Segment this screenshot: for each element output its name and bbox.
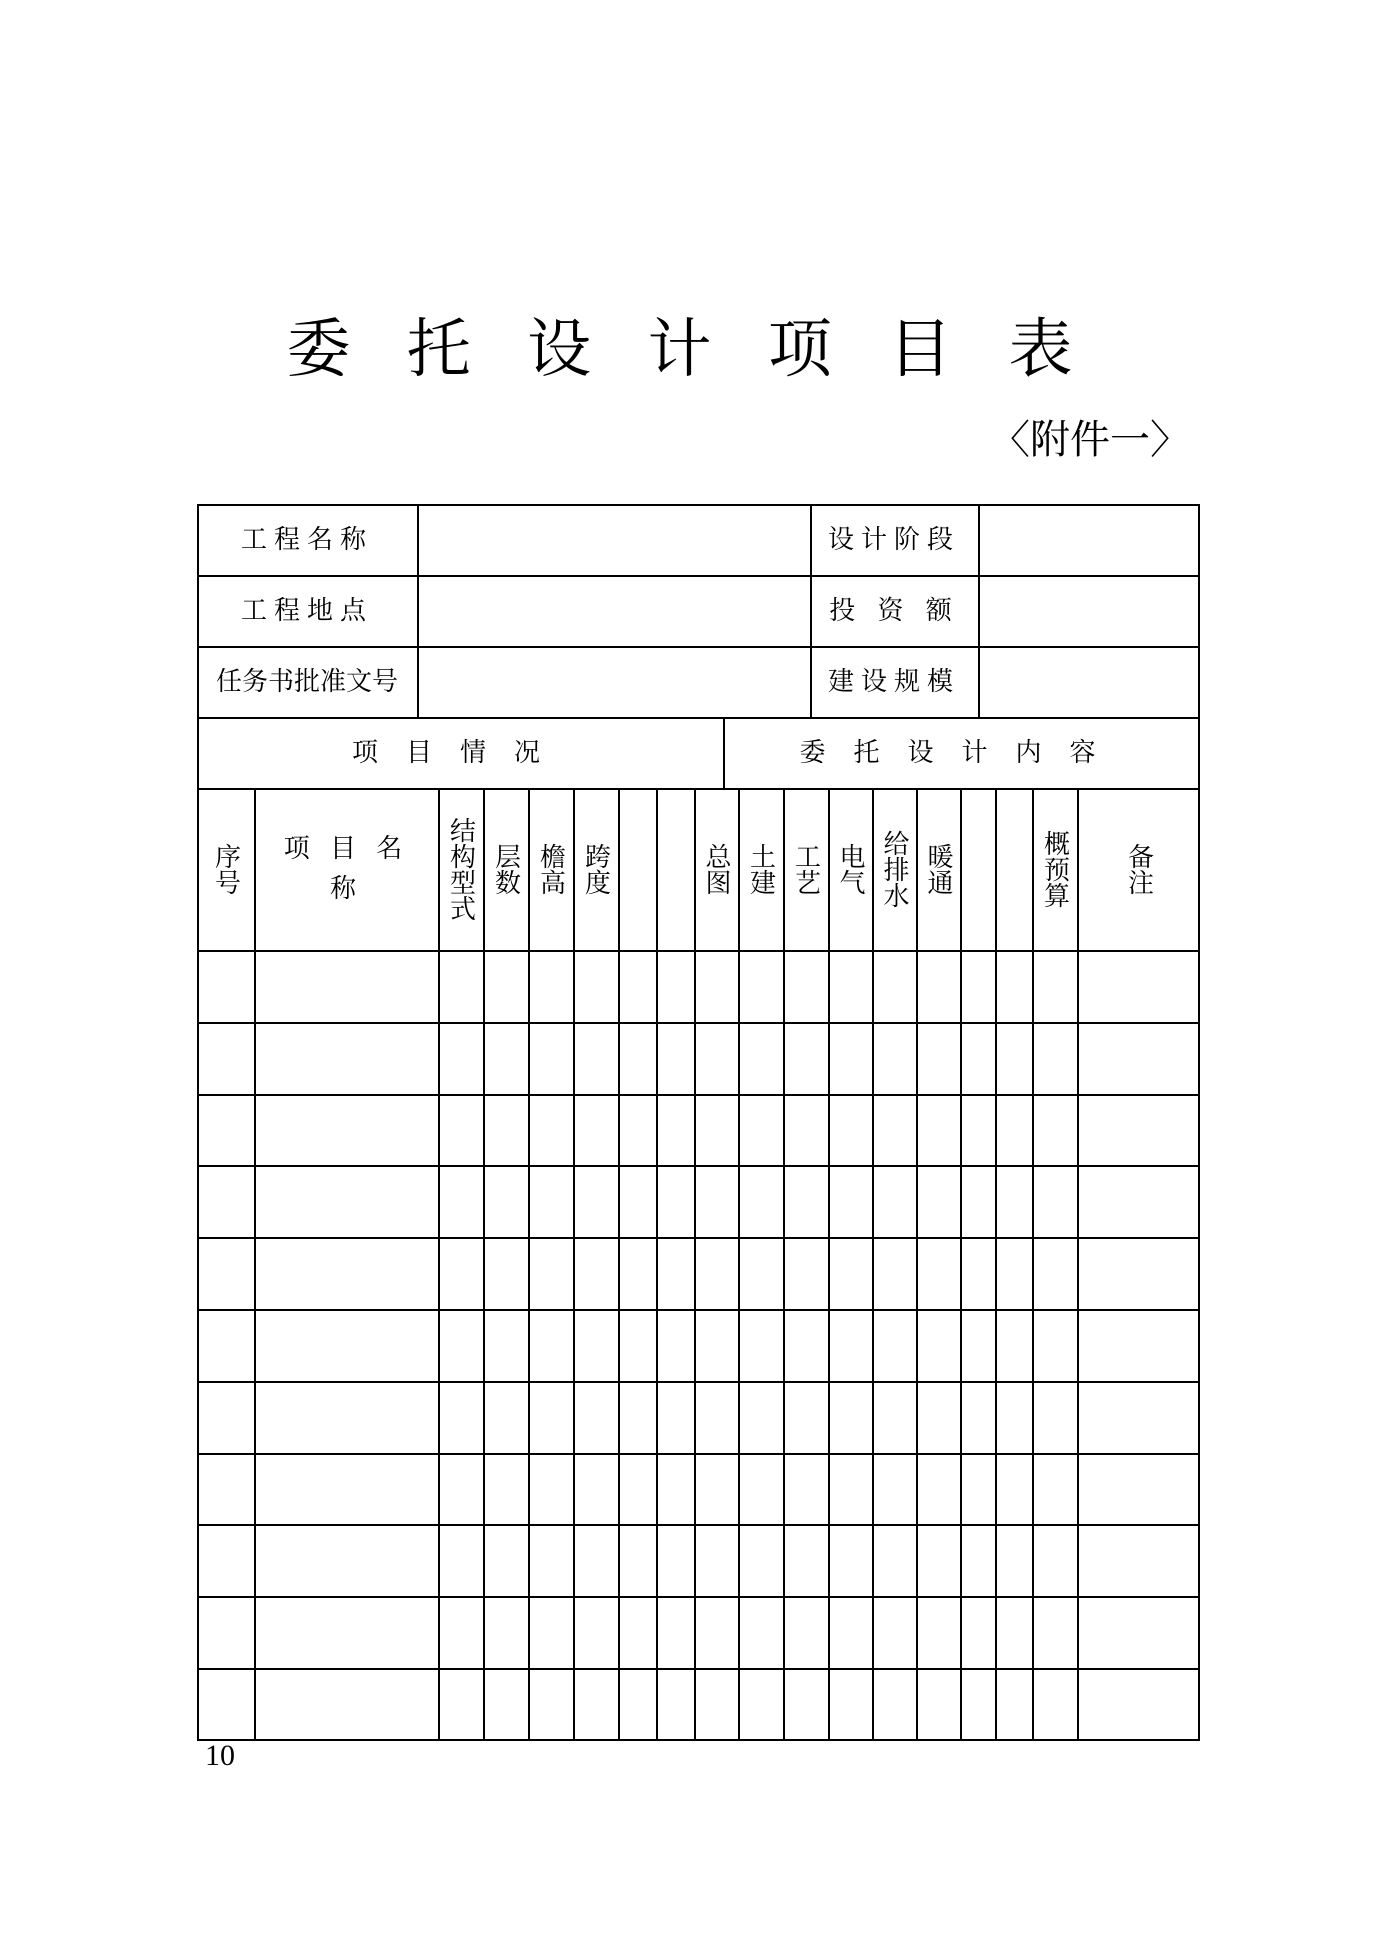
table-cell[interactable] [872, 1668, 916, 1740]
table-cell[interactable] [783, 1165, 828, 1237]
table-cell[interactable] [1032, 1596, 1077, 1668]
column-header-label: 层数 [490, 843, 521, 895]
table-cell[interactable] [528, 1022, 573, 1094]
table-cell[interactable] [1077, 1237, 1200, 1309]
table-cell[interactable] [916, 1596, 960, 1668]
table-cell[interactable] [872, 1453, 916, 1525]
table-cell[interactable] [528, 1668, 573, 1740]
table-cell[interactable] [694, 1165, 738, 1237]
table-cell[interactable] [573, 1094, 618, 1166]
table-cell[interactable] [828, 1524, 872, 1596]
table-cell[interactable] [694, 1453, 738, 1525]
table-cell[interactable] [573, 1165, 618, 1237]
table-cell[interactable] [783, 1668, 828, 1740]
approval-document-label: 任务书批准文号 [215, 666, 398, 697]
table-cell[interactable] [656, 1165, 694, 1237]
table-cell[interactable] [995, 1381, 1032, 1453]
column-header [828, 788, 872, 950]
table-cell[interactable] [694, 1022, 738, 1094]
project-name-label: 工程名称 [240, 524, 373, 555]
column-header-label: 项 目 名 称 [283, 834, 409, 904]
column-header [573, 788, 618, 950]
table-cell[interactable] [828, 1596, 872, 1668]
column-header-label: 檐高 [535, 843, 566, 895]
table-cell[interactable] [828, 1237, 872, 1309]
table-cell[interactable] [1077, 950, 1200, 1022]
table-cell[interactable] [656, 1668, 694, 1740]
table-cell[interactable] [197, 1237, 254, 1309]
table-cell[interactable] [995, 950, 1032, 1022]
table-cell[interactable] [995, 1453, 1032, 1525]
table-cell[interactable] [694, 950, 738, 1022]
column-header [254, 788, 438, 950]
column-header-label: 总图 [701, 843, 731, 895]
table-cell[interactable] [828, 1165, 872, 1237]
table-cell[interactable] [528, 1237, 573, 1309]
table-cell[interactable] [1032, 1022, 1077, 1094]
table-cell[interactable] [618, 1022, 656, 1094]
project-location-label: 工程地点 [240, 595, 373, 626]
table-cell[interactable] [916, 1022, 960, 1094]
table-cell[interactable] [783, 1524, 828, 1596]
project-name-field[interactable] [417, 504, 810, 575]
table-cell[interactable] [995, 1237, 1032, 1309]
table-cell[interactable] [656, 1237, 694, 1309]
table-cell[interactable] [995, 1309, 1032, 1381]
table-cell[interactable] [618, 1524, 656, 1596]
column-header [738, 788, 783, 950]
table-cell[interactable] [738, 1309, 783, 1381]
table-cell[interactable] [483, 1381, 528, 1453]
table-cell[interactable] [694, 1381, 738, 1453]
table-cell[interactable] [995, 1165, 1032, 1237]
table-cell[interactable] [438, 1165, 483, 1237]
table-cell[interactable] [738, 1596, 783, 1668]
table-cell[interactable] [483, 950, 528, 1022]
table-cell[interactable] [656, 1094, 694, 1166]
table-cell[interactable] [783, 1022, 828, 1094]
table-cell[interactable] [1032, 1453, 1077, 1525]
table-cell[interactable] [960, 1668, 995, 1740]
table-cell[interactable] [438, 1381, 483, 1453]
table-cell[interactable] [783, 1309, 828, 1381]
column-header [960, 788, 995, 950]
table-cell[interactable] [483, 1596, 528, 1668]
table-cell[interactable] [783, 1237, 828, 1309]
column-header [1032, 788, 1077, 950]
table-cell[interactable] [254, 1094, 438, 1166]
table-cell[interactable] [656, 1596, 694, 1668]
table-cell[interactable] [872, 1237, 916, 1309]
investment-amount-label: 投 资 额 [829, 595, 959, 626]
table-cell[interactable] [960, 1022, 995, 1094]
document-title: 委 托 设 计 项 目 表 [286, 313, 1091, 387]
column-header-label: 电气 [835, 843, 865, 895]
table-cell[interactable] [254, 1596, 438, 1668]
table-cell[interactable] [573, 1381, 618, 1453]
table-cell[interactable] [438, 1094, 483, 1166]
table-cell[interactable] [1077, 1381, 1200, 1453]
column-header [1077, 788, 1200, 950]
table-cell[interactable] [438, 1453, 483, 1525]
column-header-label: 序号 [210, 843, 241, 895]
table-cell[interactable] [1077, 1524, 1200, 1596]
table-cell[interactable] [1077, 1453, 1200, 1525]
table-cell[interactable] [872, 1094, 916, 1166]
column-header [483, 788, 528, 950]
table-cell[interactable] [197, 1165, 254, 1237]
table-cell[interactable] [1032, 1237, 1077, 1309]
table-cell[interactable] [483, 1309, 528, 1381]
column-header [618, 788, 656, 950]
table-cell[interactable] [528, 1596, 573, 1668]
table-cell[interactable] [995, 1524, 1032, 1596]
table-cell[interactable] [528, 1524, 573, 1596]
table-cell[interactable] [197, 1524, 254, 1596]
table-cell[interactable] [916, 1165, 960, 1237]
table-cell[interactable] [828, 1094, 872, 1166]
table-cell[interactable] [1032, 1309, 1077, 1381]
table-cell[interactable] [960, 1165, 995, 1237]
table-cell[interactable] [528, 1453, 573, 1525]
table-cell[interactable] [960, 1596, 995, 1668]
table-cell[interactable] [694, 1668, 738, 1740]
table-cell[interactable] [738, 1453, 783, 1525]
table-cell[interactable] [197, 1381, 254, 1453]
table-cell[interactable] [738, 1094, 783, 1166]
table-cell[interactable] [656, 1022, 694, 1094]
table-cell[interactable] [783, 1453, 828, 1525]
column-header-label: 跨度 [580, 843, 611, 895]
table-cell[interactable] [828, 1668, 872, 1740]
table-cell[interactable] [254, 1524, 438, 1596]
commissioned-design-heading: 委托设计内容 [799, 737, 1124, 768]
table-cell[interactable] [573, 1022, 618, 1094]
table-cell[interactable] [960, 1381, 995, 1453]
column-header-label: 备注 [1123, 843, 1154, 895]
table-cell[interactable] [483, 1237, 528, 1309]
table-cell[interactable] [738, 1668, 783, 1740]
table-cell[interactable] [528, 1309, 573, 1381]
table-cell[interactable] [1077, 1094, 1200, 1166]
table-cell[interactable] [995, 1094, 1032, 1166]
column-header [872, 788, 916, 950]
column-header-label: 土建 [745, 843, 776, 895]
table-cell[interactable] [916, 1309, 960, 1381]
column-header-label: 概预算 [1039, 830, 1070, 908]
table-cell[interactable] [438, 1524, 483, 1596]
column-header [528, 788, 573, 950]
table-cell[interactable] [960, 1094, 995, 1166]
table-cell[interactable] [528, 1381, 573, 1453]
table-cell[interactable] [197, 950, 254, 1022]
table-cell[interactable] [738, 950, 783, 1022]
table-cell[interactable] [960, 1524, 995, 1596]
table-cell[interactable] [254, 1165, 438, 1237]
investment-amount-field[interactable] [978, 575, 1200, 646]
table-cell[interactable] [438, 1596, 483, 1668]
table-cell[interactable] [916, 950, 960, 1022]
table-cell[interactable] [254, 1453, 438, 1525]
table-cell[interactable] [528, 1094, 573, 1166]
table-cell[interactable] [783, 950, 828, 1022]
construction-scale-label: 建设规模 [827, 666, 960, 697]
table-cell[interactable] [197, 1596, 254, 1668]
table-cell[interactable] [528, 950, 573, 1022]
table-cell[interactable] [1032, 950, 1077, 1022]
column-header [916, 788, 960, 950]
table-cell[interactable] [618, 1668, 656, 1740]
table-cell[interactable] [254, 1237, 438, 1309]
table-cell[interactable] [960, 1453, 995, 1525]
table-cell[interactable] [483, 1165, 528, 1237]
table-cell[interactable] [618, 1596, 656, 1668]
table-cell[interactable] [1077, 1596, 1200, 1668]
table-cell[interactable] [197, 1668, 254, 1740]
table-cell[interactable] [960, 950, 995, 1022]
table-cell[interactable] [995, 1022, 1032, 1094]
column-header-label: 暖通 [923, 843, 953, 895]
table-cell[interactable] [254, 1668, 438, 1740]
table-cell[interactable] [573, 1237, 618, 1309]
table-cell[interactable] [254, 1381, 438, 1453]
table-cell[interactable] [783, 1596, 828, 1668]
table-cell[interactable] [916, 1453, 960, 1525]
column-header [995, 788, 1032, 950]
table-cell[interactable] [528, 1165, 573, 1237]
table-cell[interactable] [738, 1022, 783, 1094]
table-cell[interactable] [694, 1094, 738, 1166]
table-cell[interactable] [1032, 1524, 1077, 1596]
table-cell[interactable] [1077, 1668, 1200, 1740]
table-cell[interactable] [618, 950, 656, 1022]
table-cell[interactable] [656, 950, 694, 1022]
table-cell[interactable] [618, 1094, 656, 1166]
table-cell[interactable] [738, 1381, 783, 1453]
table-cell[interactable] [694, 1309, 738, 1381]
table-cell[interactable] [618, 1453, 656, 1525]
column-header-label: 结构型式 [445, 817, 476, 921]
table-cell[interactable] [1077, 1022, 1200, 1094]
table-cell[interactable] [960, 1309, 995, 1381]
table-cell[interactable] [618, 1309, 656, 1381]
table-cell[interactable] [573, 1309, 618, 1381]
table-cell[interactable] [1032, 1094, 1077, 1166]
table-cell[interactable] [1032, 1165, 1077, 1237]
column-header [656, 788, 694, 950]
column-header [438, 788, 483, 950]
table-cell[interactable] [483, 1022, 528, 1094]
table-cell[interactable] [738, 1524, 783, 1596]
table-cell[interactable] [872, 1022, 916, 1094]
table-cell[interactable] [872, 1524, 916, 1596]
column-header-label: 工艺 [790, 843, 821, 895]
table-cell[interactable] [872, 1309, 916, 1381]
table-cell[interactable] [483, 1524, 528, 1596]
table-cell[interactable] [916, 1237, 960, 1309]
table-cell[interactable] [254, 1309, 438, 1381]
table-cell[interactable] [694, 1237, 738, 1309]
table-cell[interactable] [783, 1094, 828, 1166]
attachment-label: 〈附件一〉 [990, 417, 1190, 463]
table-cell[interactable] [1032, 1668, 1077, 1740]
table-cell[interactable] [828, 950, 872, 1022]
project-situation-heading: 项目情况 [351, 737, 568, 768]
project-form-table [197, 504, 1200, 1730]
table-cell[interactable] [916, 1094, 960, 1166]
table-cell[interactable] [738, 1165, 783, 1237]
table-cell[interactable] [618, 1381, 656, 1453]
table-cell[interactable] [438, 1022, 483, 1094]
table-cell[interactable] [483, 1668, 528, 1740]
table-cell[interactable] [783, 1381, 828, 1453]
table-cell[interactable] [197, 1022, 254, 1094]
design-stage-field[interactable] [978, 504, 1200, 575]
table-cell[interactable] [694, 1596, 738, 1668]
table-cell[interactable] [573, 1453, 618, 1525]
table-cell[interactable] [1077, 1165, 1200, 1237]
column-header-label: 给排水 [879, 830, 909, 908]
column-header [694, 788, 738, 950]
column-header [783, 788, 828, 950]
table-cell[interactable] [828, 1022, 872, 1094]
table-cell[interactable] [656, 1524, 694, 1596]
table-cell[interactable] [573, 1668, 618, 1740]
table-cell[interactable] [828, 1381, 872, 1453]
table-cell[interactable] [197, 1309, 254, 1381]
table-cell[interactable] [438, 1309, 483, 1381]
table-cell[interactable] [573, 1524, 618, 1596]
table-cell[interactable] [254, 950, 438, 1022]
table-cell[interactable] [828, 1309, 872, 1381]
table-cell[interactable] [995, 1668, 1032, 1740]
table-cell[interactable] [1077, 1309, 1200, 1381]
table-cell[interactable] [573, 950, 618, 1022]
table-cell[interactable] [872, 950, 916, 1022]
table-cell[interactable] [738, 1237, 783, 1309]
column-header [197, 788, 254, 950]
table-cell[interactable] [916, 1381, 960, 1453]
construction-scale-field[interactable] [978, 646, 1200, 717]
table-cell[interactable] [438, 950, 483, 1022]
table-cell[interactable] [1032, 1381, 1077, 1453]
table-cell[interactable] [872, 1596, 916, 1668]
table-cell[interactable] [960, 1237, 995, 1309]
table-cell[interactable] [254, 1022, 438, 1094]
table-cell[interactable] [618, 1165, 656, 1237]
table-cell[interactable] [197, 1453, 254, 1525]
table-cell[interactable] [656, 1453, 694, 1525]
project-location-field[interactable] [417, 575, 810, 646]
table-cell[interactable] [197, 1094, 254, 1166]
table-cell[interactable] [694, 1524, 738, 1596]
table-cell[interactable] [828, 1453, 872, 1525]
page-number: 10 [205, 1739, 235, 1772]
table-cell[interactable] [916, 1524, 960, 1596]
table-cell[interactable] [438, 1668, 483, 1740]
table-cell[interactable] [916, 1668, 960, 1740]
design-stage-label: 设计阶段 [827, 524, 960, 555]
approval-document-field[interactable] [417, 646, 810, 717]
table-cell[interactable] [573, 1596, 618, 1668]
table-cell[interactable] [872, 1381, 916, 1453]
table-cell[interactable] [995, 1596, 1032, 1668]
table-cell[interactable] [618, 1237, 656, 1309]
table-cell[interactable] [483, 1094, 528, 1166]
table-cell[interactable] [483, 1453, 528, 1525]
table-cell[interactable] [872, 1165, 916, 1237]
table-cell[interactable] [438, 1237, 483, 1309]
table-cell[interactable] [656, 1309, 694, 1381]
table-cell[interactable] [656, 1381, 694, 1453]
